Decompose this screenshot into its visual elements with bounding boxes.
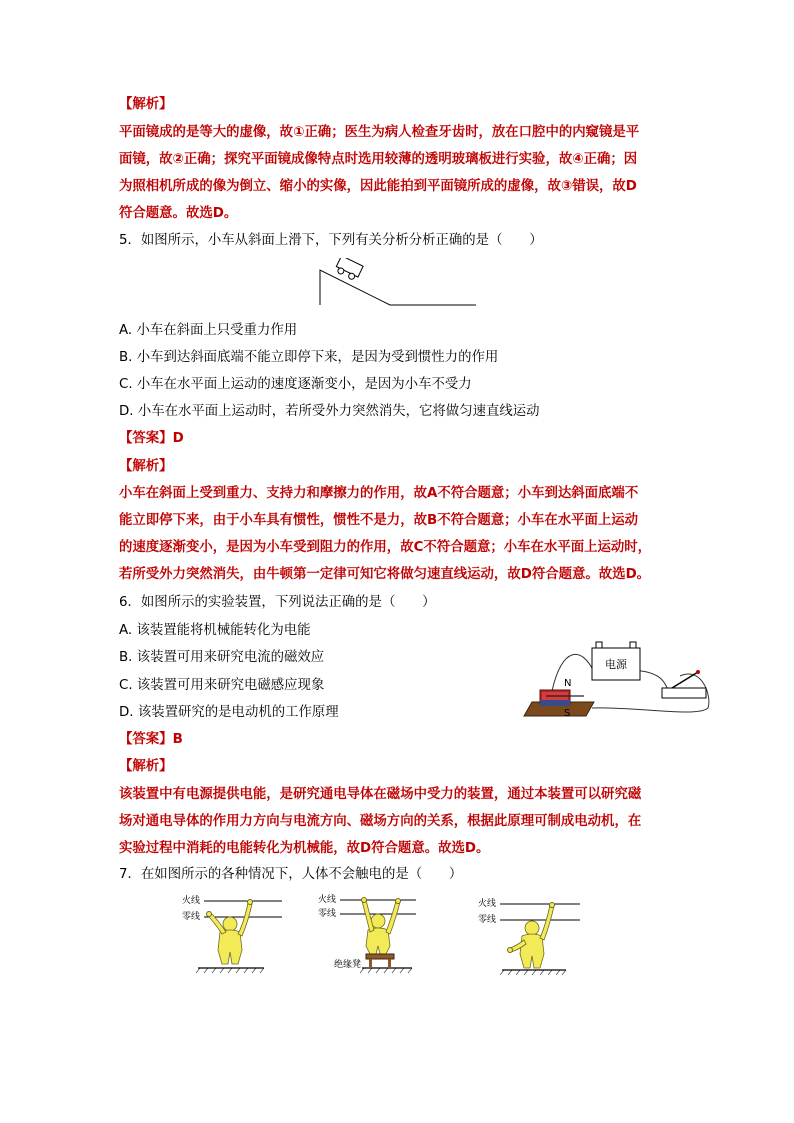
- analysis-line: 为照相机所成的像为倒立、缩小的实像，因此能拍到平面镜所成的虚像，故③错误，故D: [119, 179, 637, 194]
- electric-shock-figure-2: [316, 890, 420, 976]
- analysis-line: 面镜，故②正确；探究平面镜成像特点时选用较薄的透明玻璃板进行实验，故④正确；因: [119, 152, 638, 167]
- question-6-stem: 6．如图所示的实验装置，下列说法正确的是（ ）: [119, 595, 436, 610]
- live-wire-label: 火线: [478, 899, 497, 909]
- pole-s-label: S: [564, 708, 571, 719]
- answer-value: D: [172, 431, 184, 446]
- analysis-line: 的速度逐渐变小，是因为小车受到阻力的作用，故C不符合题意；小车在水平面上运动时，: [119, 540, 652, 555]
- q5-option-d: D. 小车在水平面上运动时，若所受外力突然消失，它将做匀速直线运动: [119, 404, 540, 419]
- answer-value: B: [172, 732, 183, 747]
- insulated-stool-label: 绝缘凳: [334, 960, 362, 970]
- live-wire-label: 火线: [182, 896, 201, 906]
- q6-option-a: A. 该装置能将机械能转化为电能: [119, 623, 311, 638]
- q6-analysis-label: 【解析】: [119, 759, 173, 774]
- neutral-wire-label: 零线: [478, 915, 497, 925]
- analysis-line: 场对通电导体的作用力方向与电流方向、磁场方向的关系，根据此原理可制成电动机，在: [119, 814, 642, 829]
- incline-cart-figure: [318, 258, 480, 308]
- q6-option-d: D. 该装置研究的是电动机的工作原理: [119, 705, 339, 720]
- analysis-line: 该装置中有电源提供电能，是研究通电导体在磁场中受力的装置，通过本装置可以研究磁: [119, 787, 642, 802]
- pole-n-label: N: [564, 678, 572, 689]
- neutral-wire-label: 零线: [182, 912, 201, 922]
- analysis-label-1: 【解析】: [119, 97, 173, 112]
- analysis-line: 平面镜成的是等大的虚像，故①正确；医生为病人检查牙齿时，放在口腔中的内窥镜是平: [119, 125, 640, 140]
- q5-answer: [119, 430, 184, 448]
- analysis-line: 实验过程中消耗的电能转化为机械能，故D符合题意。故选D。: [119, 841, 490, 856]
- q5-analysis-label: 【解析】: [119, 459, 173, 474]
- power-supply-label: 电源: [605, 658, 627, 671]
- q5-option-b: B. 小车到达斜面底端不能立即停下来，是因为受到惯性力的作用: [119, 350, 499, 365]
- q5-option-c: C. 小车在水平面上运动的速度逐渐变小，是因为小车不受力: [119, 377, 472, 392]
- analysis-line: 能立即停下来，由于小车具有惯性，惯性不是力，故B不符合题意；小车在水平面上运动: [119, 513, 639, 528]
- q5-option-a: A. 小车在斜面上只受重力作用: [119, 323, 298, 338]
- analysis-line: 符合题意。故选D。: [119, 206, 238, 221]
- electric-shock-figure-3: [476, 892, 580, 976]
- electric-shock-figure-1: [178, 892, 282, 976]
- neutral-wire-label: 零线: [318, 909, 337, 919]
- answer-label: 【答案】: [119, 732, 173, 747]
- q6-option-c: C. 该装置可用来研究电磁感应现象: [119, 678, 325, 693]
- question-7-stem: 7．在如图所示的各种情况下，人体不会触电的是（ ）: [119, 867, 463, 882]
- q6-answer: [119, 731, 183, 749]
- analysis-line: 小车在斜面上受到重力、支持力和摩擦力的作用，故A不符合题意；小车到达斜面底端不: [119, 486, 639, 501]
- analysis-line: 若所受外力突然消失，由牛顿第一定律可知它将做匀速直线运动，故D符合题意。故选D。: [119, 567, 651, 582]
- question-5-stem: 5．如图所示，小车从斜面上滑下，下列有关分析分析正确的是（ ）: [119, 233, 543, 248]
- motor-apparatus-figure: [522, 636, 714, 722]
- live-wire-label: 火线: [318, 895, 337, 905]
- answer-label: 【答案】: [119, 431, 173, 446]
- q6-option-b: B. 该装置可用来研究电流的磁效应: [119, 650, 325, 665]
